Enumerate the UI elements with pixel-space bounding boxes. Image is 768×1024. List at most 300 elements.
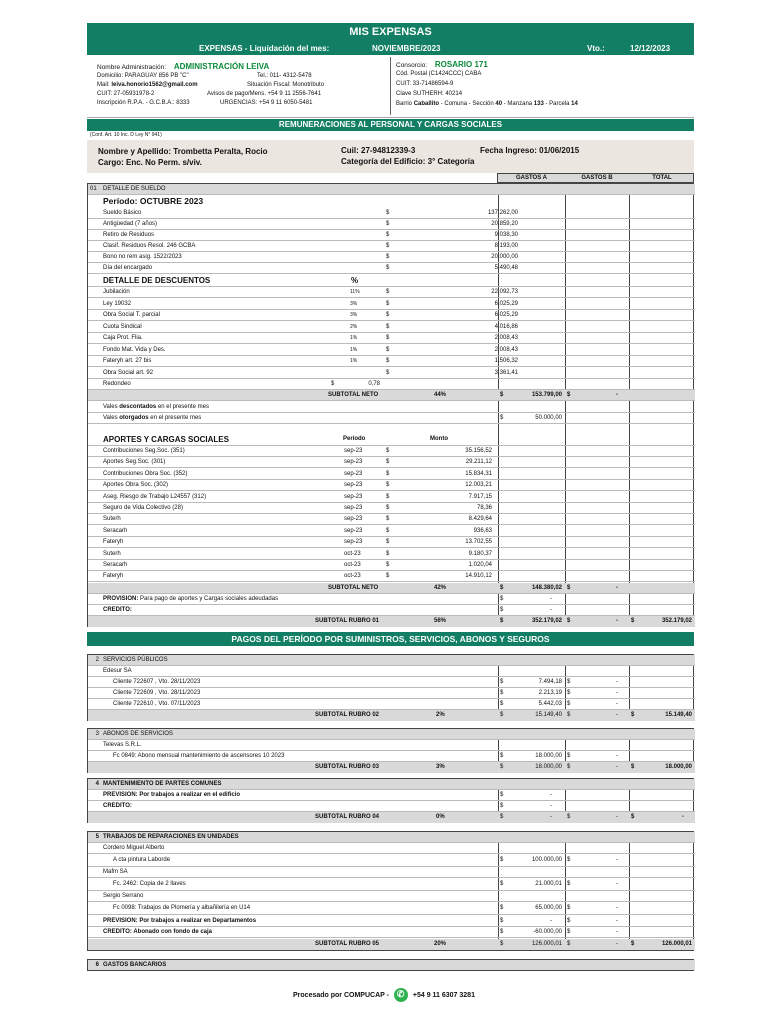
parcela-label: - Parcela xyxy=(545,101,570,107)
descuento-pct: 2% xyxy=(350,323,358,330)
vales-desc-pre: Vales xyxy=(103,404,118,410)
subtotal-rubro-05-pct: 20% xyxy=(434,941,447,947)
aporte-cur: $ xyxy=(386,448,390,454)
televas-provider: Televas S.R.L. xyxy=(103,742,142,748)
manzana: 133 xyxy=(533,101,544,107)
subtotal-neto-cur: $ xyxy=(500,392,504,398)
aporte-periodo: sep-23 xyxy=(344,448,363,454)
subtotal-rubro-03-t-cur: $ xyxy=(631,764,635,770)
admin-name: ADMINISTRACIÓN LEIVA xyxy=(173,62,270,71)
subtotal-rubro-01-row xyxy=(88,616,695,627)
subtotal-rubro-04-label: SUBTOTAL RUBRO 04 xyxy=(315,814,380,820)
vales-otor-pre: Vales xyxy=(103,415,118,421)
credito-label: CREDITO: xyxy=(103,607,132,613)
rubro-03-num: 3 xyxy=(95,731,99,737)
aporte-cur: $ xyxy=(386,470,390,477)
r5-provider-3 xyxy=(88,891,695,902)
subtotal-rubro-01-t-cur: $ xyxy=(631,618,635,624)
parcela: 14 xyxy=(571,101,578,107)
admin-urgent: URGENCIAS: +54 9 11 6050-5481 xyxy=(220,100,313,106)
subtotal-rubro-02-label: SUBTOTAL RUBRO 02 xyxy=(315,712,380,718)
aporte-row xyxy=(88,503,695,514)
client-b-cur: $ xyxy=(567,679,571,685)
vales-descontados-row xyxy=(88,402,695,413)
descuento-row xyxy=(88,356,695,367)
subtotal-rubro-04-b-cur: $ xyxy=(567,814,571,820)
descuento-row xyxy=(88,299,695,310)
descuento-label: Jubilación xyxy=(103,289,130,295)
periodo-row xyxy=(88,195,695,208)
rubro-03-header xyxy=(88,729,695,740)
rubro-02-num: 2 xyxy=(95,657,99,663)
aporte-cur: $ xyxy=(386,505,390,511)
footer-phone[interactable]: +54 9 11 6307 3281 xyxy=(412,991,475,999)
pintura-cur: $ xyxy=(500,857,504,863)
aporte-periodo: sep-23 xyxy=(344,482,363,489)
edesur-client-row xyxy=(88,677,695,688)
col-gastos-b: GASTOS B xyxy=(581,175,613,181)
aporte-periodo: sep-23 xyxy=(344,505,363,511)
admin-name-row xyxy=(97,62,269,71)
ascensores-b: - xyxy=(616,753,618,759)
subtotal-neto2-pct: 42% xyxy=(434,585,447,591)
descuento-label: Fondo Mat. Vida y Des. xyxy=(103,346,166,353)
consortium-name: ROSARIO 171 xyxy=(434,60,488,69)
descuento-row xyxy=(88,310,695,321)
due-date: 12/12/2023 xyxy=(630,44,671,53)
descuento-amt: 22.092,73 xyxy=(491,289,518,295)
sueldo-cur: $ xyxy=(386,254,390,260)
descuento-amt: 1.506,32 xyxy=(494,358,518,364)
aporte-periodo: sep-23 xyxy=(344,459,363,466)
aporte-label: Aportes Seg.Soc. (301) xyxy=(103,459,166,466)
aporte-periodo: sep-23 xyxy=(344,470,363,477)
manzana-label: - Manzana xyxy=(503,101,533,107)
aporte-amt: 7.917,15 xyxy=(468,493,492,500)
seccion: 40 xyxy=(495,101,503,107)
aporte-row xyxy=(88,549,695,560)
subtotal-rubro-02-pct: 2% xyxy=(436,712,445,718)
r5-provision-cur: $ xyxy=(500,918,504,924)
llaves-item: Fc. 2462: Copia de 2 llaves xyxy=(113,881,186,887)
descuentos-title-row xyxy=(88,274,695,287)
subtotal-neto-a: 153.799,00 xyxy=(531,392,562,398)
employee-info xyxy=(87,140,694,173)
descuento-amt: 6.025,29 xyxy=(494,312,518,318)
r5-item-1 xyxy=(88,854,695,867)
subtotal-neto-row xyxy=(88,390,695,401)
redondeo-label: Redondeo xyxy=(103,381,131,387)
subtotal-neto2-b: - xyxy=(616,585,618,591)
rubro-02-table xyxy=(87,654,694,721)
aporte-amt: 9.180,37 xyxy=(468,550,492,557)
descuento-amt: 4.016,86 xyxy=(494,323,518,330)
aporte-amt: 35.156,52 xyxy=(465,448,492,454)
descuento-pct: 3% xyxy=(350,300,358,307)
descuento-row xyxy=(88,333,695,344)
r4-credito-cur: $ xyxy=(500,803,504,809)
sueldo-row xyxy=(88,208,695,219)
liquidacion-label: EXPENSAS - Liquidación del mes: xyxy=(199,44,330,53)
aporte-cur: $ xyxy=(386,539,390,546)
aporte-cur: $ xyxy=(386,459,390,466)
subtotal-rubro-03-a: 18.000,00 xyxy=(535,764,562,770)
sueldo-cur: $ xyxy=(386,221,390,227)
descuento-pct: 1% xyxy=(350,358,358,364)
provision-row xyxy=(88,594,695,605)
aporte-row xyxy=(88,457,695,468)
descuento-row xyxy=(88,345,695,356)
aporte-cur: $ xyxy=(386,482,390,489)
client-amt: 2.213,19 xyxy=(538,690,562,696)
r5-provider-2 xyxy=(88,867,695,878)
aporte-periodo: sep-23 xyxy=(344,493,363,500)
aporte-periodo: sep-23 xyxy=(344,539,363,546)
client-cur: $ xyxy=(500,690,504,696)
employee-ingreso: Fecha Ingreso: 01/06/2015 xyxy=(480,146,580,155)
footer-processed: Procesado por COMPUCAP - xyxy=(293,991,389,999)
aporte-row xyxy=(88,446,695,457)
rubro-01-title: DETALLE DE SUELDO xyxy=(103,186,166,192)
aporte-cur: $ xyxy=(386,493,390,500)
subtotal-rubro-05-t-cur: $ xyxy=(631,941,635,947)
r5-provision xyxy=(88,916,695,927)
consortium-label: Consorcio: xyxy=(396,62,428,69)
rubro-05-num: 5 xyxy=(95,834,99,840)
rubro-04-table xyxy=(87,778,694,823)
redondeo-amt: 0,78 xyxy=(368,381,380,387)
subtotal-neto-b-cur: $ xyxy=(567,392,571,398)
descuento-cur: $ xyxy=(386,369,390,376)
consortium-suterh: Clave SUTHERH: 40214 xyxy=(396,91,463,97)
subtotal-rubro-05-a: 126.000,01 xyxy=(531,941,562,947)
edesur-client-row xyxy=(88,699,695,710)
plomeria-b: - xyxy=(616,905,618,911)
subtotal-rubro-05-total: 126.000,01 xyxy=(661,941,692,947)
subtotal-rubro-02-b-cur: $ xyxy=(567,712,571,718)
admin-consortium-info xyxy=(87,55,694,118)
vales-otor-amt: 50.000,00 xyxy=(535,415,562,421)
sueldo-amt: 137.262,00 xyxy=(487,210,518,216)
subtotal-neto2-b-cur: $ xyxy=(567,585,571,591)
edesur-client-row xyxy=(88,688,695,699)
header-subtitle-bar xyxy=(87,42,694,55)
sueldo-amt: 9.038,30 xyxy=(494,232,518,238)
sueldo-amt: 20.859,20 xyxy=(491,221,518,227)
descuento-row xyxy=(88,368,695,379)
admin-mail-label: Mail: xyxy=(97,82,110,88)
descuento-pct: 1% xyxy=(350,346,358,353)
subtotal-rubro-02-b: - xyxy=(616,712,618,718)
barrio-label: Barrio xyxy=(396,101,413,107)
descuento-cur: $ xyxy=(386,312,390,318)
remuneraciones-band: REMUNERACIONES AL PERSONAL Y CARGAS SOCIALES xyxy=(87,119,694,131)
footer xyxy=(0,988,768,1002)
subtotal-neto2-row xyxy=(88,583,695,594)
subtotal-rubro-01-total: 352.179,02 xyxy=(661,618,692,624)
employee-cargo: Cargo: Enc. No Perm. s/viv. xyxy=(98,158,202,167)
subtotal-rubro-01-b: - xyxy=(616,618,618,624)
descuento-pct: 1% xyxy=(350,335,358,341)
r4-credito-amt: - xyxy=(550,803,552,809)
rubro-04-credito xyxy=(88,801,695,812)
subtotal-rubro-04-row xyxy=(88,812,695,823)
rubro-02-title: SERVICIOS PÚBLICOS xyxy=(103,657,168,663)
col-total: TOTAL xyxy=(652,175,672,181)
sueldo-row xyxy=(88,230,695,241)
aporte-label: Contribuciones Seg.Soc. (351) xyxy=(103,448,185,454)
admin-address: Domicilio: PARAGUAY 856 PB "C" xyxy=(97,73,189,79)
llaves-b: - xyxy=(616,881,618,887)
subtotal-rubro-01-a: 352.179,02 xyxy=(531,618,562,624)
pagos-band: PAGOS DEL PERÍODO POR SUMINISTROS, SERVICIOS, ABONOS Y SEGUROS xyxy=(87,632,694,646)
consortium-row xyxy=(396,60,488,69)
subtotal-rubro-03-pct: 3% xyxy=(436,764,445,770)
edesur-provider: Edesur SA xyxy=(103,668,132,674)
barrio: Caballito xyxy=(413,101,440,107)
aporte-label: Suterh xyxy=(103,550,121,557)
pintura-b-cur: $ xyxy=(567,857,571,863)
subtotal-rubro-05-label: SUBTOTAL RUBRO 05 xyxy=(315,941,380,947)
aporte-cur: $ xyxy=(386,516,390,523)
rubro-05-title: TRABAJOS DE REPARACIONES EN UNIDADES xyxy=(103,834,239,840)
vales-otor-post: en el presente mes xyxy=(150,415,202,421)
aporte-label: Seracarh xyxy=(103,562,128,568)
aporte-periodo: sep-23 xyxy=(344,516,363,523)
r5-credito-cur: $ xyxy=(500,929,504,935)
redondeo-cur: $ xyxy=(331,381,335,387)
aporte-amt: 14.910,12 xyxy=(465,573,492,580)
vales-desc-bold: descontados xyxy=(119,404,157,410)
rubro-01-table xyxy=(87,183,694,627)
descuento-pct: 11% xyxy=(350,289,360,295)
admin-mail-row xyxy=(97,82,198,88)
descuento-amt: 2.008,43 xyxy=(494,335,518,341)
subtotal-neto-pct: 44% xyxy=(434,392,447,398)
subtotal-neto-label: SUBTOTAL NETO xyxy=(328,392,379,398)
pintura-amt: 100.000,00 xyxy=(531,857,562,863)
subtotal-rubro-02-a: 15.149,40 xyxy=(535,712,562,718)
rubro-03-item xyxy=(88,751,695,762)
aporte-amt: 1.020,04 xyxy=(468,562,492,568)
conf-note: (Conf. Art. 10 Inc. D Ley N° 941) xyxy=(90,132,162,138)
comuna-label: - Comuna - Sección xyxy=(440,101,494,107)
descuento-cur: $ xyxy=(386,323,390,330)
plomeria-b-cur: $ xyxy=(567,905,571,911)
descuento-row xyxy=(88,322,695,333)
rubro-03-table xyxy=(87,728,694,773)
aporte-row xyxy=(88,480,695,491)
admin-name-label: Nombre Administración: xyxy=(97,64,166,71)
r4-credito-label: CREDITO: xyxy=(103,803,132,809)
subtotal-rubro-03-b: - xyxy=(616,764,618,770)
aporte-label: Contribuciones Obra Soc. (352) xyxy=(103,470,188,477)
descuento-cur: $ xyxy=(386,300,390,307)
sueldo-amt: 20.000,00 xyxy=(491,254,518,260)
subtotal-rubro-03-total: 18.000,00 xyxy=(665,764,692,770)
rubro-05-header xyxy=(88,832,695,843)
aporte-label: Seracarh xyxy=(103,527,128,534)
provision-cur: $ xyxy=(500,596,504,602)
client-b: - xyxy=(616,679,618,685)
client-amt: 5.442,03 xyxy=(538,701,562,707)
sueldo-cur: $ xyxy=(386,265,390,271)
aporte-cur: $ xyxy=(386,562,390,568)
subtotal-rubro-01-label: SUBTOTAL RUBRO 01 xyxy=(315,618,380,624)
col-gastos-a: GASTOS A xyxy=(515,175,547,181)
subtotal-rubro-04-b: - xyxy=(616,814,618,820)
credito-row xyxy=(88,605,695,616)
r5-provision-label: PREVISION: Por trabajos a realizar en Departamentos xyxy=(103,918,257,924)
employee-name: Nombre y Apellido: Trombetta Peralta, Rocio xyxy=(98,147,268,156)
aporte-label: Seguro de Vida Colectivo (28) xyxy=(103,505,183,511)
llaves-cur: $ xyxy=(500,881,504,887)
subtotal-rubro-05-row xyxy=(88,939,695,950)
admin-mail[interactable]: leiva.honorio1562@gmail.com xyxy=(111,82,198,88)
aporte-amt: 936,63 xyxy=(473,527,492,534)
subtotal-rubro-04-t-cur: $ xyxy=(631,814,635,820)
ascensores-amt: 18.000,00 xyxy=(535,753,562,759)
r5-credito-amt: -60.000,00 xyxy=(533,929,562,935)
aporte-periodo: oct-23 xyxy=(344,550,361,557)
subtotal-rubro-05-b-cur: $ xyxy=(567,941,571,947)
rubro-03-title: ABONOS DE SERVICIOS xyxy=(103,731,173,737)
aporte-amt: 12.003,21 xyxy=(465,482,492,489)
sueldo-label: Bono no rem asig. 1522/2023 xyxy=(103,254,182,260)
client-amt: 7.494,18 xyxy=(538,679,562,685)
descuentos-title: DETALLE DE DESCUENTOS xyxy=(103,276,211,285)
header-title: MIS EXPENSAS xyxy=(87,23,694,42)
r5-item-2 xyxy=(88,878,695,891)
sueldo-cur: $ xyxy=(386,243,390,249)
sueldo-amt: 8.193,00 xyxy=(494,243,518,249)
descuento-label: Caja Prot. Flia. xyxy=(103,335,143,341)
descuento-label: Obra Social art. 92 xyxy=(103,369,154,376)
descuento-row xyxy=(88,287,695,298)
descuento-cur: $ xyxy=(386,346,390,353)
rubro-04-provision xyxy=(88,790,695,801)
liquidacion-month: NOVIEMBRE/2023 xyxy=(372,44,441,53)
r5-credito-b-cur: $ xyxy=(567,929,571,935)
aporte-row xyxy=(88,469,695,480)
info-divider xyxy=(390,57,391,115)
subtotal-rubro-05-b: - xyxy=(616,941,618,947)
aporte-row xyxy=(88,571,695,582)
aporte-row xyxy=(88,526,695,537)
r5-credito xyxy=(88,927,695,938)
aporte-label: Fateryh xyxy=(103,539,124,546)
redondeo-row xyxy=(88,379,695,390)
aporte-label: Suterh xyxy=(103,516,121,523)
rubro-06-title: GASTOS BANCARIOS xyxy=(103,962,167,968)
columns-header xyxy=(497,173,694,183)
r5-provision-b-cur: $ xyxy=(567,918,571,924)
aporte-cur: $ xyxy=(386,573,390,580)
r5-provision-amt: - xyxy=(550,918,552,924)
r5-provider-1 xyxy=(88,843,695,854)
r4-provision-cur: $ xyxy=(500,792,504,798)
sueldo-amt: 5.490,48 xyxy=(494,265,518,271)
subtotal-rubro-04-total: - xyxy=(682,814,684,820)
consortium-cuit: CUIT: 33-71486594-9 xyxy=(396,81,454,87)
subtotal-rubro-04-pct: 0% xyxy=(436,814,445,820)
provision-amt: - xyxy=(550,596,552,602)
descuento-pct: 3% xyxy=(350,312,358,318)
r4-provision-label: PREVISION: Por trabajos a realizar en el edificio xyxy=(103,792,241,798)
subtotal-rubro-03-b-cur: $ xyxy=(567,764,571,770)
plomeria-item: Fc 0098: Trabajos de Plomería y albañilería en U14 xyxy=(113,905,251,911)
rubro-02-provider xyxy=(88,666,695,677)
aporte-row xyxy=(88,514,695,525)
aporte-amt: 78,36 xyxy=(476,505,492,511)
descuento-label: Cuota Sindical xyxy=(103,323,142,330)
admin-phone: Tel.: 011- 4312-5478 xyxy=(257,73,312,79)
r4-provision-amt: - xyxy=(550,792,552,798)
client-b-cur: $ xyxy=(567,701,571,707)
admin-tax-status: Situación Fiscal: Monotributo xyxy=(247,82,325,88)
pintura-item: A cta pintura Laborde xyxy=(113,857,171,863)
consortium-location xyxy=(396,101,578,107)
subtotal-rubro-05-cur: $ xyxy=(500,941,504,947)
aporte-periodo: sep-23 xyxy=(344,527,363,534)
plomeria-cur: $ xyxy=(500,905,504,911)
subtotal-neto2-a: 148.380,02 xyxy=(531,585,562,591)
subtotal-rubro-03-row xyxy=(88,762,695,773)
vales-otor-cur: $ xyxy=(500,415,504,421)
periodo: Período: OCTUBRE 2023 xyxy=(103,196,204,206)
descuento-cur: $ xyxy=(386,289,390,295)
aporte-label: Fateryh xyxy=(103,573,124,580)
subtotal-rubro-04-a: - xyxy=(550,814,552,820)
r5-item-3 xyxy=(88,902,695,915)
rubro-03-provider xyxy=(88,740,695,751)
whatsapp-icon xyxy=(394,988,408,1002)
credito-cur: $ xyxy=(500,607,504,613)
vales-otor-bold: otorgados xyxy=(119,415,149,421)
sueldo-label: Retiro de Residuos xyxy=(103,232,155,238)
client-b-cur: $ xyxy=(567,690,571,696)
sueldo-cur: $ xyxy=(386,232,390,238)
aporte-cur: $ xyxy=(386,527,390,534)
subtotal-rubro-01-cur: $ xyxy=(500,618,504,624)
client-label: Cliente 722610 , Vto. 07/11/2023 xyxy=(113,701,201,707)
aporte-amt: 29.211,12 xyxy=(465,459,492,466)
rubro-01-header xyxy=(88,184,695,195)
rubro-06-header xyxy=(88,960,695,970)
employee-category: Categoría del Edificio: 3° Categoría xyxy=(341,157,475,166)
consortium-postal: Cód. Postal (C1424CCC) CABA xyxy=(396,71,482,77)
serrano-provider: Sergio Serrano xyxy=(103,893,144,899)
llaves-amt: 21.000,01 xyxy=(535,881,562,887)
subtotal-rubro-03-cur: $ xyxy=(500,764,504,770)
rubro-01-num: 01 xyxy=(90,186,97,192)
subtotal-rubro-02-cur: $ xyxy=(500,712,504,718)
subtotal-rubro-02-t-cur: $ xyxy=(631,712,635,718)
descuento-amt: 3.361,41 xyxy=(494,369,518,376)
aportes-monto-header: Monto xyxy=(430,436,448,442)
subtotal-neto-b: - xyxy=(616,392,618,398)
aportes-title: APORTES Y CARGAS SOCIALES xyxy=(103,435,229,444)
descuento-label: Obra Social T. parcial xyxy=(103,312,160,318)
descuento-amt: 6.025,29 xyxy=(494,300,518,307)
client-label: Cliente 722607 , Vto. 28/11/2023 xyxy=(113,679,201,685)
subtotal-neto2-label: SUBTOTAL NETO xyxy=(328,585,379,591)
ascensores-item: Fc 0849: Abono mensual mantenimiento de ascensores 10 2023 xyxy=(113,753,285,759)
descuento-cur: $ xyxy=(386,335,390,341)
client-cur: $ xyxy=(500,679,504,685)
r5-credito-label: CREDITO: Abonado con fondo de caja xyxy=(103,929,213,935)
provision-text: Para pago de aportes y Cargas sociales adeudadas xyxy=(140,596,279,602)
